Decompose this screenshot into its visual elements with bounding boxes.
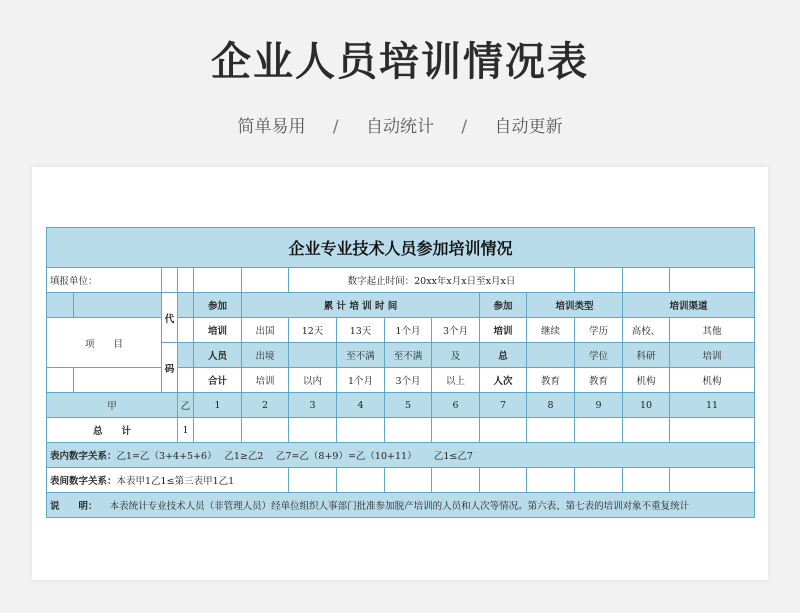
group-header-row	[47, 293, 755, 318]
cell[interactable]	[670, 468, 755, 493]
spreadsheet-card	[32, 167, 768, 580]
note-text: 本表统计专业技术人员（非管理人员）经单位组织人事部门批准参加脱产培训的人员和人次等情况。第六表、第七表的培训对象不重复统计	[109, 501, 690, 512]
header-cell: 出境	[242, 343, 289, 368]
index-num: 5	[385, 393, 432, 418]
data-cell[interactable]	[194, 418, 242, 443]
header-cell: 培训	[194, 318, 242, 343]
index-num: 11	[670, 393, 755, 418]
header-cell: 人次	[480, 368, 527, 393]
between-relation	[47, 468, 289, 493]
index-jia: 甲	[47, 393, 178, 418]
header-cell: 教育	[527, 368, 575, 393]
code-label: 代	[162, 293, 178, 343]
index-num: 8	[527, 393, 575, 418]
cell	[47, 293, 74, 318]
participate-header-2: 参加	[480, 293, 527, 318]
header-cell: 继续	[527, 318, 575, 343]
inner-relation	[47, 443, 755, 468]
header-cell: 3个月	[385, 368, 432, 393]
header-cell: 学历	[575, 318, 623, 343]
between-relation-label: 表间数字关系：	[50, 476, 117, 487]
subtitle-separator: /	[461, 117, 468, 137]
header-cell: 合计	[194, 368, 242, 393]
header-cell: 培训	[670, 343, 755, 368]
table-title: 企业专业技术人员参加培训情况	[47, 228, 755, 268]
cell[interactable]	[527, 468, 575, 493]
participate-header: 参加	[194, 293, 242, 318]
inner-relation-label: 表内数字关系：	[50, 451, 117, 462]
code-label-bottom: 码	[162, 343, 178, 393]
header-cell	[289, 343, 337, 368]
cell	[178, 343, 194, 368]
header-cell: 科研	[623, 343, 670, 368]
cell	[74, 368, 162, 393]
data-cell[interactable]	[337, 418, 385, 443]
data-cell[interactable]	[623, 418, 670, 443]
cell	[47, 368, 74, 393]
header-cell: 出国	[242, 318, 289, 343]
cell	[178, 368, 194, 393]
index-num: 10	[623, 393, 670, 418]
subtitle	[0, 112, 800, 137]
index-num: 2	[242, 393, 289, 418]
header-cell: 人员	[194, 343, 242, 368]
header-cell: 其他	[670, 318, 755, 343]
between-relation-row	[47, 468, 755, 493]
header-cell: 3个月	[432, 318, 480, 343]
total-label: 总 计	[47, 418, 178, 443]
header-cell: 培训	[242, 368, 289, 393]
header-cell: 学位	[575, 343, 623, 368]
index-num: 6	[432, 393, 480, 418]
header-cell	[527, 343, 575, 368]
cell[interactable]	[162, 268, 178, 293]
cell[interactable]	[623, 268, 670, 293]
cell[interactable]	[289, 468, 337, 493]
data-cell[interactable]	[289, 418, 337, 443]
index-row	[47, 393, 755, 418]
train-type-header: 培训类型	[527, 293, 623, 318]
index-num: 9	[575, 393, 623, 418]
cell[interactable]	[242, 268, 289, 293]
data-cell[interactable]	[385, 418, 432, 443]
header-row-a	[47, 318, 755, 343]
data-cell[interactable]	[480, 418, 527, 443]
data-cell[interactable]	[432, 418, 480, 443]
index-num: 1	[194, 393, 242, 418]
fill-unit-label: 填报单位：	[47, 268, 162, 293]
subtitle-item: 自动统计	[366, 117, 434, 137]
cell	[178, 293, 194, 318]
title-row	[47, 228, 755, 268]
date-range: 数字起止时间：20xx年x月x日至x月x日	[289, 268, 575, 293]
between-relation-text: 本表甲1乙1≤第三表甲1乙1	[116, 476, 235, 487]
header-cell: 高校、	[623, 318, 670, 343]
index-num: 3	[289, 393, 337, 418]
header-cell: 至不满	[385, 343, 432, 368]
header-cell: 培训	[480, 318, 527, 343]
cell[interactable]	[385, 468, 432, 493]
index-num: 4	[337, 393, 385, 418]
cell	[178, 318, 194, 343]
subtitle-separator: /	[332, 117, 339, 137]
note	[47, 493, 755, 518]
total-code: 1	[178, 418, 194, 443]
header-cell: 及	[432, 343, 480, 368]
subtitle-item: 自动更新	[494, 117, 563, 137]
header-cell: 机构	[623, 368, 670, 393]
inner-relation-text: 乙1=乙（3+4+5+6） 乙1≥乙2 乙7=乙（8+9）=乙（10+11） 乙1≤乙7	[116, 451, 473, 462]
header-cell: 教育	[575, 368, 623, 393]
inner-relation-row	[47, 443, 755, 468]
header-cell: 至不满	[337, 343, 385, 368]
note-row	[47, 493, 755, 518]
index-yi: 乙	[178, 393, 194, 418]
header-cell: 1个月	[385, 318, 432, 343]
data-cell[interactable]	[242, 418, 289, 443]
cell	[74, 293, 162, 318]
subtitle-item: 简单易用	[237, 117, 306, 137]
header-cell: 12天	[289, 318, 337, 343]
cell[interactable]	[178, 268, 194, 293]
data-cell[interactable]	[527, 418, 575, 443]
header-cell: 以上	[432, 368, 480, 393]
cell[interactable]	[194, 268, 242, 293]
cell[interactable]	[480, 468, 527, 493]
train-channel-header: 培训渠道	[623, 293, 755, 318]
item-label: 项 目	[47, 318, 162, 368]
cell[interactable]	[337, 468, 385, 493]
cell[interactable]	[432, 468, 480, 493]
header-cell: 13天	[337, 318, 385, 343]
page-title: 企业人员培训情况表	[211, 39, 589, 85]
note-label: 说 明：	[50, 501, 98, 512]
header-cell: 1个月	[337, 368, 385, 393]
total-row	[47, 418, 755, 443]
header-row-c	[47, 368, 755, 393]
data-cell[interactable]	[670, 418, 755, 443]
info-row	[47, 268, 755, 293]
index-num: 7	[480, 393, 527, 418]
header-cell: 机构	[670, 368, 755, 393]
cell[interactable]	[623, 468, 670, 493]
data-cell[interactable]	[575, 418, 623, 443]
cumulative-time-header: 累 计 培 训 时 间	[242, 293, 480, 318]
header-cell: 总	[480, 343, 527, 368]
header-cell: 以内	[289, 368, 337, 393]
cell[interactable]	[575, 268, 623, 293]
training-table	[46, 227, 755, 518]
cell[interactable]	[575, 468, 623, 493]
cell[interactable]	[670, 268, 755, 293]
